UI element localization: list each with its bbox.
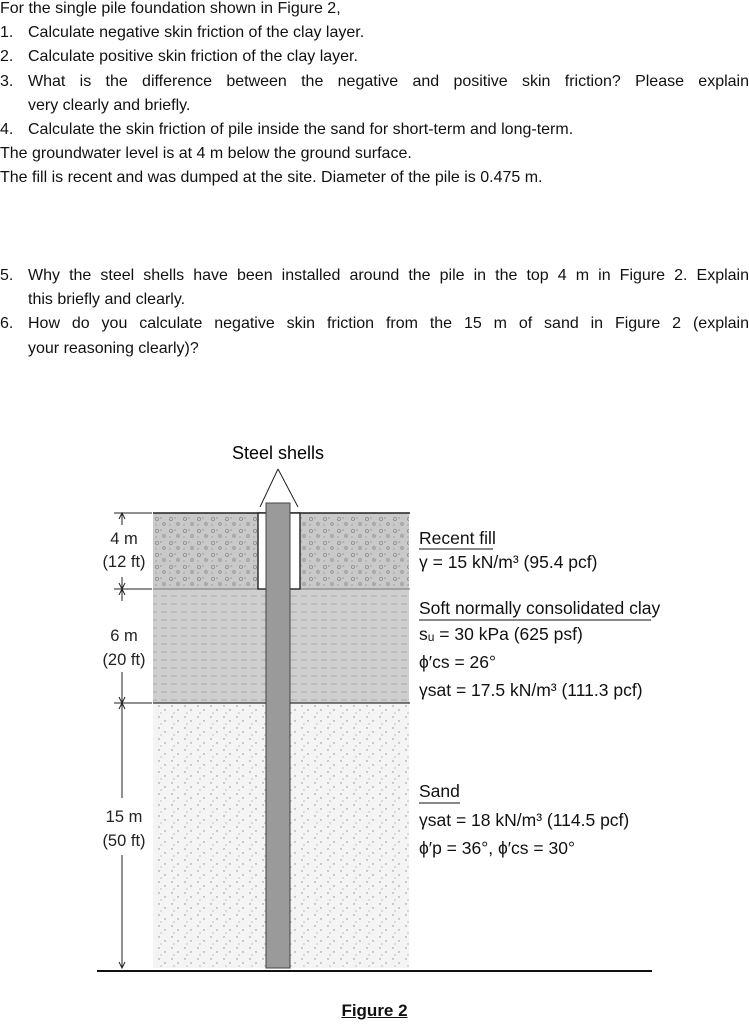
fill-depth-m: 4 m — [110, 530, 138, 548]
question-text-continued: your reasoning clearly)? — [28, 339, 199, 357]
steel-shells-leader-left — [260, 469, 278, 507]
pile — [266, 503, 290, 968]
question-text: Why the steel shells have been installed around the pile in the top 4 m in Figure 2. Explain — [28, 267, 749, 284]
clay-depth-m: 6 m — [110, 627, 138, 645]
clay-prop-gamma: γsat = 17.5 kN/m³ (111.3 pcf) — [419, 680, 643, 700]
question-text: Calculate negative skin friction of the clay layer. — [28, 24, 365, 42]
question-text: How do you calculate negative skin friction from the 15 m of sand in Figure 2 (explain — [28, 315, 749, 333]
intro-text: For the single pile foundation shown in Figure 2, — [0, 0, 341, 17]
question-number: 2. — [0, 48, 14, 66]
sand-depth-ft: (50 ft) — [102, 832, 146, 850]
question-number: 4. — [0, 121, 14, 139]
note-groundwater: The groundwater level is at 4 m below the ground surface. — [0, 145, 412, 163]
fill-name: Recent fill — [419, 528, 496, 548]
note-fill-diameter: The fill is recent and was dumped at the site. Diameter of the pile is 0.475 m. — [0, 169, 543, 187]
question-text: What is the difference between the negative and positive skin friction? Please explain — [28, 72, 749, 90]
sand-name: Sand — [419, 781, 460, 801]
figure-caption: Figure 2 — [341, 1001, 408, 1020]
sand-depth-m: 15 m — [105, 808, 143, 826]
question-number: 3. — [0, 72, 14, 90]
depth-dimension — [114, 513, 152, 968]
question-number: 5. — [0, 267, 14, 284]
sand-prop-phi: ϕ′p = 36°, ϕ′cs = 30° — [419, 838, 575, 858]
question-number: 1. — [0, 24, 14, 42]
steel-shells-label: Steel shells — [231, 443, 325, 463]
clay-depth-ft: (20 ft) — [102, 651, 146, 669]
question-number: 6. — [0, 315, 14, 333]
fill-depth-ft: (12 ft) — [102, 553, 146, 571]
question-text: Calculate the skin friction of pile inside the sand for short-term and long-term. — [28, 121, 574, 139]
question-text: Calculate positive skin friction of the clay layer. — [28, 48, 358, 66]
question-text-continued: very clearly and briefly. — [28, 96, 191, 114]
fill-prop: γ = 15 kN/m³ (95.4 pcf) — [419, 552, 598, 572]
question-text-continued: this briefly and clearly. — [28, 291, 186, 309]
clay-prop-phi: ϕ′cs = 26° — [419, 652, 496, 672]
steel-shells-leader-right — [278, 469, 298, 507]
clay-name: Soft normally consolidated clay — [419, 598, 661, 618]
sand-prop-gamma: γsat = 18 kN/m³ (114.5 pcf) — [419, 810, 630, 830]
clay-prop-su: sᵤ = 30 kPa (625 psf) — [419, 624, 583, 644]
